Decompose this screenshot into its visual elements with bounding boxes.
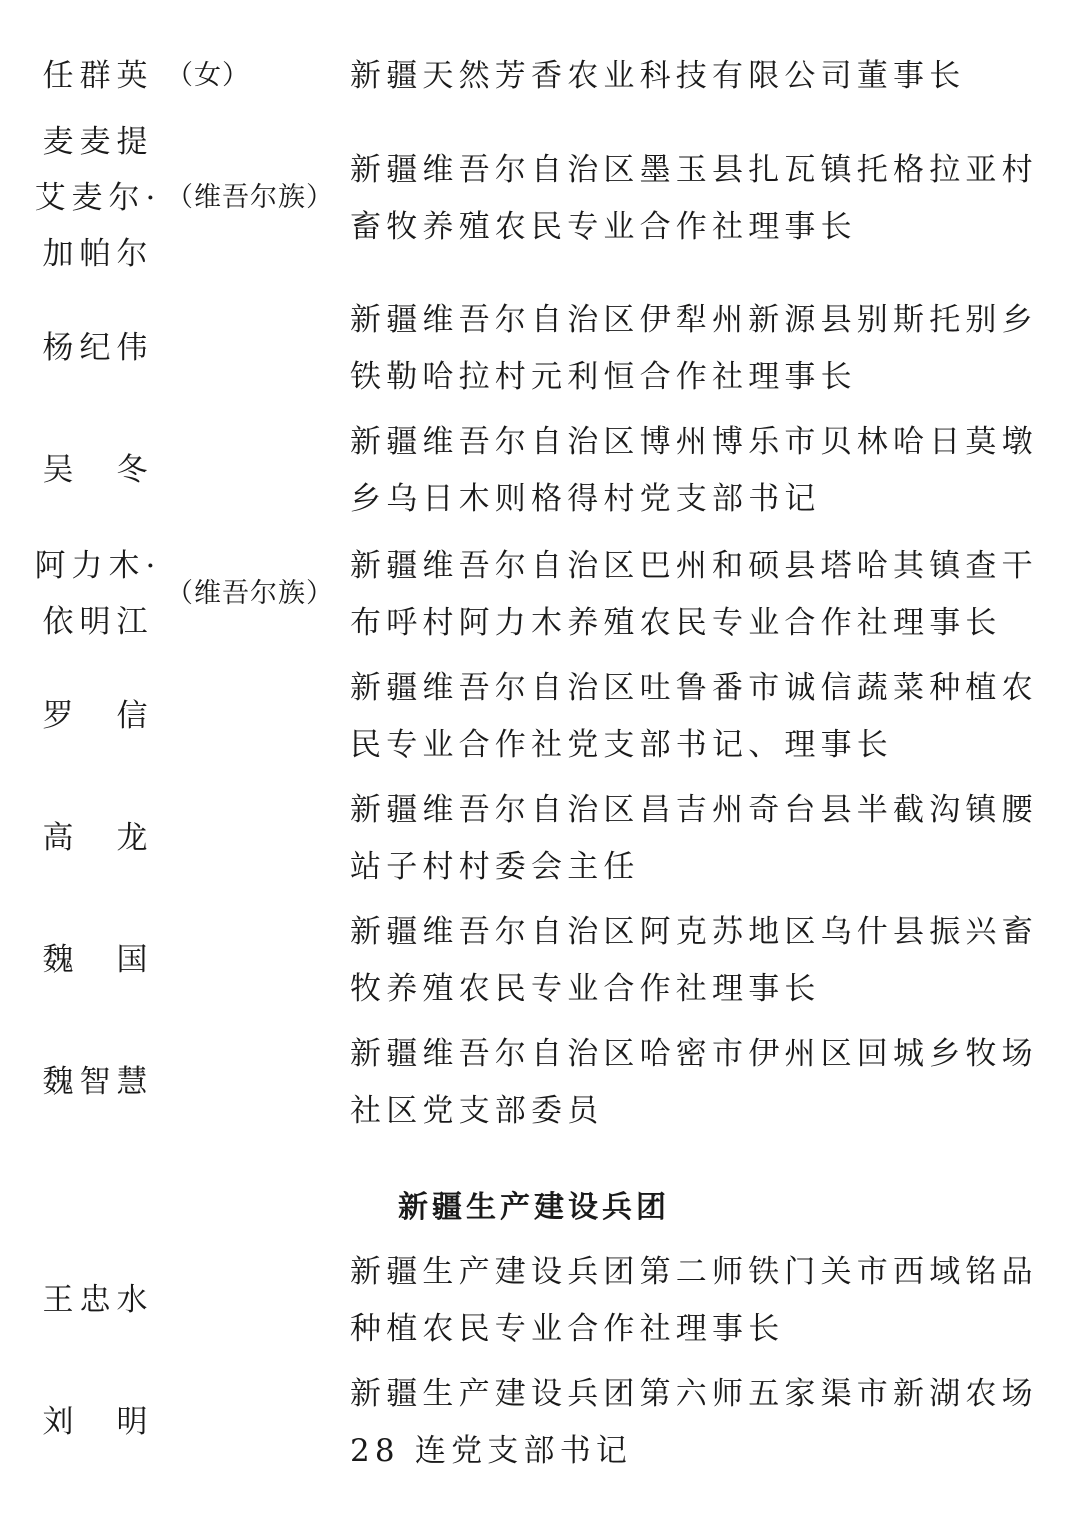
person-name: 杨纪伟 (42, 330, 154, 366)
person-title: 新疆天然芳香农业科技有限公司董事长 (350, 58, 966, 94)
person-name: 阿力木· 依明江 (34, 548, 162, 640)
person-name: 麦麦提 艾麦尔· 加帕尔 (34, 124, 162, 272)
person-name: 王忠水 (42, 1282, 154, 1318)
person-name: 罗 信 (42, 698, 154, 734)
person-name: 高 龙 (42, 820, 154, 856)
person-ethnicity: （维吾尔族） (166, 182, 334, 213)
person-name: 吴 冬 (42, 452, 154, 488)
person-name: 刘 明 (42, 1404, 154, 1440)
person-title: 新疆维吾尔自治区博州博乐市贝林哈日莫墩 乡乌日木则格得村党支部书记 (350, 424, 1038, 517)
person-title: 新疆维吾尔自治区哈密市伊州区回城乡牧场 社区党支部委员 (350, 1036, 1038, 1129)
person-title: 新疆维吾尔自治区墨玉县扎瓦镇托格拉亚村 畜牧养殖农民专业合作社理事长 (350, 152, 1038, 245)
person-title: 新疆维吾尔自治区伊犁州新源县别斯托别乡 铁勒哈拉村元利恒合作社理事长 (350, 302, 1038, 395)
person-name: 任群英 (42, 58, 154, 94)
person-title: 新疆维吾尔自治区阿克苏地区乌什县振兴畜 牧养殖农民专业合作社理事长 (350, 914, 1038, 1007)
person-note: （女） (166, 60, 250, 91)
section-heading: 新疆生产建设兵团 (398, 1190, 670, 1225)
person-name: 魏智慧 (42, 1064, 154, 1100)
person-title: 新疆维吾尔自治区巴州和硕县塔哈其镇查干 布呼村阿力木养殖农民专业合作社理事长 (350, 548, 1038, 641)
person-name: 魏 国 (42, 942, 154, 978)
person-title: 新疆生产建设兵团第六师五家渠市新湖农场 28 连党支部书记 (350, 1376, 1038, 1469)
person-ethnicity: （维吾尔族） (166, 578, 334, 609)
person-title: 新疆维吾尔自治区吐鲁番市诚信蔬菜种植农 民专业合作社党支部书记、理事长 (350, 670, 1038, 763)
person-title: 新疆生产建设兵团第二师铁门关市西域铭品 种植农民专业合作社理事长 (350, 1254, 1038, 1347)
person-title: 新疆维吾尔自治区昌吉州奇台县半截沟镇腰 站子村村委会主任 (350, 792, 1038, 885)
